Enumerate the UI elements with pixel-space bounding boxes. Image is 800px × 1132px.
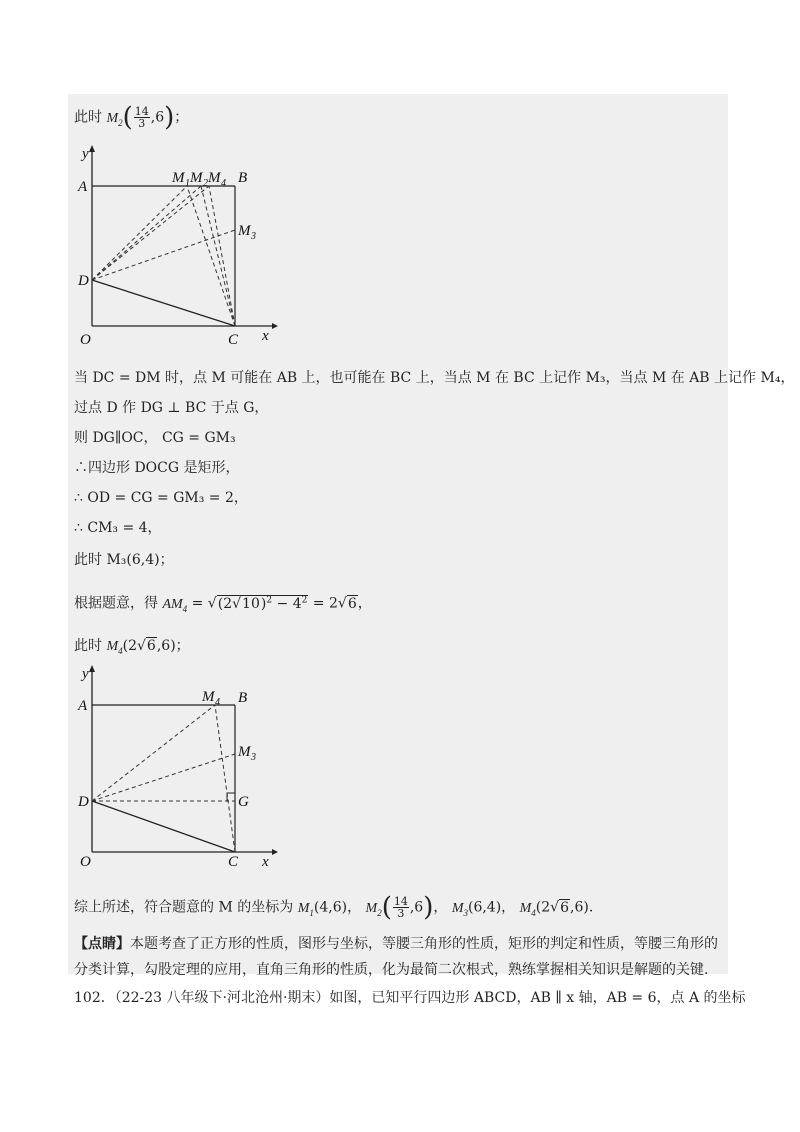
- fig1-x-label: x: [262, 328, 269, 344]
- fig1-label-d: D: [78, 273, 89, 289]
- solution-line-7: ∴ CM₃ = 4，: [74, 520, 162, 536]
- fig2-label-m3: M: [238, 744, 251, 760]
- fig1-label-a: A: [78, 179, 88, 195]
- solution-line-m2: 此时 $M_2$( $\frac{14}{3}$ ,6)；: [74, 102, 189, 133]
- svg-text:2: 2: [203, 178, 208, 189]
- fig2-label-g: G: [238, 794, 249, 810]
- solution-line-2: 当 DC = DM 时，点 M 可能在 AB 上，也可能在 BC 上，当点 M 在 BC 上记作 M₃，当点 M 在 AB 上记作 M₄，: [74, 370, 795, 386]
- svg-text:4: 4: [221, 178, 226, 189]
- solution-line-m4: 此时 $M_4(2√6,6)$；: [74, 638, 190, 656]
- fig2-label-c: C: [228, 854, 239, 870]
- note-line-1: 【点睛】本题考查了正方形的性质，图形与坐标，等腰三角形的性质，矩形的判定和性质，等腰三角形的: [74, 936, 718, 952]
- fig1-label-m1: M: [172, 170, 185, 186]
- solution-line-3: 过点 D 作 DG ⊥ BC 于点 G，: [74, 400, 269, 416]
- svg-text:1: 1: [185, 178, 190, 189]
- fig1-label-c: C: [228, 332, 239, 348]
- solution-line-5: ∴四边形 DOCG 是矩形，: [74, 460, 240, 476]
- fig1-label-m3: M: [238, 223, 251, 239]
- diagram-square-1: [72, 140, 292, 354]
- fig2-x-label: x: [262, 854, 269, 870]
- solution-line-4: 则 DG∥OC， CG = GM₃: [74, 430, 236, 446]
- fig1-label-m2: M: [190, 170, 203, 186]
- solution-summary: 综上所述，符合题意的 M 的坐标为 $M_1(4,6)$， $M_2$( $\frac{14}{3}$ ,6)， $M_3(6,4)$， $M_4(2√6,6)$.: [74, 892, 594, 923]
- fig2-y-label: y: [82, 666, 89, 682]
- svg-text:3: 3: [251, 231, 256, 242]
- fig1-y-label: y: [82, 146, 89, 162]
- note-line-2: 分类计算，勾股定理的应用，直角三角形的性质，化为最简二次根式，熟练掌握相关知识是解题的关键.: [74, 962, 709, 978]
- svg-text:3: 3: [251, 752, 256, 763]
- solution-line-6: ∴ OD = CG = GM₃ = 2，: [74, 490, 248, 506]
- solution-line-8: 此时 M₃(6,4)；: [74, 552, 174, 568]
- svg-text:4: 4: [215, 697, 220, 708]
- fig2-label-m4: M: [202, 689, 215, 705]
- fig2-label-d: D: [78, 794, 89, 810]
- fig2-label-o: O: [80, 854, 91, 870]
- solution-line-am4: 根据题意，得 $AM_4 = √(2√10)^2 - 4^2 = 2√6$，: [74, 595, 372, 614]
- fig1-label-o: O: [80, 332, 91, 348]
- fig2-label-b: B: [238, 690, 248, 706]
- problem-102: 102．（22-23 八年级下·河北沧州·期末）如图，已知平行四边形 ABCD，AB ∥ x 轴，AB = 6，点 A 的坐标: [74, 990, 746, 1006]
- fig1-label-m4: M: [208, 170, 221, 186]
- fig2-label-a: A: [78, 698, 88, 714]
- fig1-label-b: B: [238, 170, 248, 186]
- diagram-square-2: [72, 660, 292, 874]
